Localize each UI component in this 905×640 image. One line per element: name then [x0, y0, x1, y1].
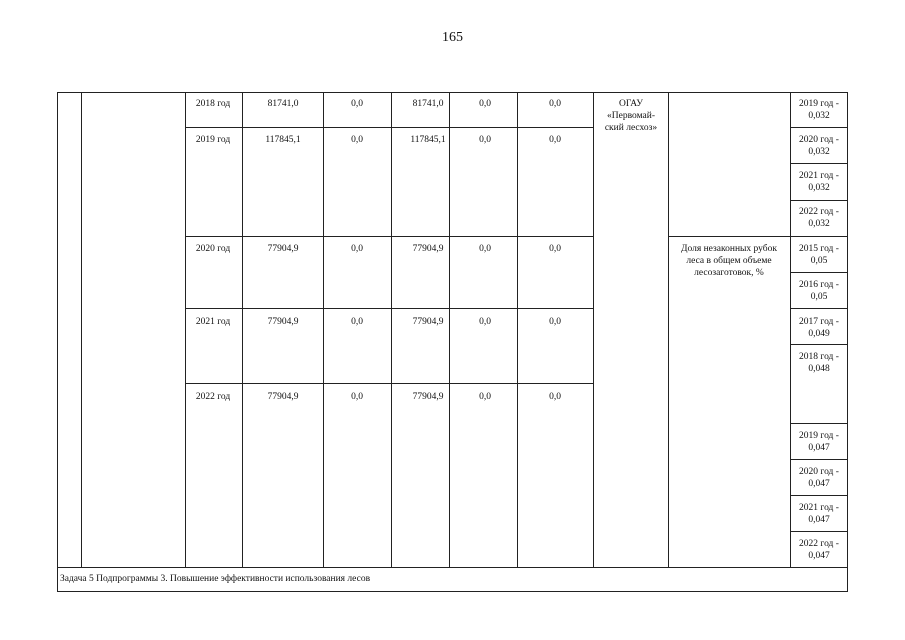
target-year: 2022 год - — [799, 207, 839, 217]
target-cell — [790, 538, 848, 562]
target-value: 0,032 — [808, 219, 830, 229]
row-divider — [185, 127, 593, 128]
row-divider — [790, 308, 848, 309]
row-divider — [790, 459, 848, 460]
target-year: 2022 год - — [799, 539, 839, 549]
value-cell: 0,0 — [549, 99, 561, 109]
executor-cell — [597, 98, 665, 134]
value-cell: 117845,1 — [410, 135, 446, 145]
target-year: 2019 год - — [799, 431, 839, 441]
target-cell — [790, 502, 848, 526]
value-cell: 0,0 — [479, 135, 491, 145]
value-cell: 77904,9 — [412, 244, 444, 254]
target-year: 2016 год - — [799, 280, 839, 290]
target-cell — [790, 243, 848, 267]
year-cell: 2020 год — [195, 244, 231, 254]
row-divider — [790, 531, 848, 532]
year-cell: 2021 год — [195, 317, 231, 327]
executor-line: «Первомай- — [607, 111, 655, 121]
executor-line: ОГАУ — [618, 99, 644, 109]
value-cell: 77904,9 — [412, 317, 444, 327]
table-border-top — [57, 92, 848, 93]
target-value: 0,032 — [808, 147, 830, 157]
target-value: 0,05 — [810, 292, 828, 302]
target-cell — [790, 351, 848, 375]
value-cell: 0,0 — [351, 317, 363, 327]
executor-line: ский лесхоз» — [604, 123, 658, 133]
target-year: 2020 год - — [799, 135, 839, 145]
indicator-line: лесозаготовок, % — [694, 268, 764, 278]
target-cell — [790, 430, 848, 454]
row-divider — [668, 236, 790, 237]
row-divider — [57, 567, 848, 568]
target-value: 0,047 — [808, 515, 830, 525]
target-year: 2018 год - — [799, 352, 839, 362]
value-cell: 0,0 — [549, 392, 561, 402]
year-cell: 2019 год — [195, 135, 231, 145]
document-table — [57, 92, 848, 592]
value-cell: 0,0 — [351, 244, 363, 254]
value-cell: 0,0 — [549, 317, 561, 327]
table-border-bottom — [57, 591, 848, 592]
value-cell: 0,0 — [479, 317, 491, 327]
target-value: 0,05 — [810, 256, 828, 266]
row-divider — [790, 495, 848, 496]
row-divider — [790, 344, 848, 345]
table-border-left — [57, 92, 58, 592]
page-number: 165 — [442, 30, 463, 45]
value-cell: 77904,9 — [412, 392, 444, 402]
col-divider — [517, 92, 518, 567]
row-divider — [790, 423, 848, 424]
col-divider — [185, 92, 186, 567]
row-divider — [790, 163, 848, 164]
indicator-line: леса в общем объеме — [686, 256, 772, 266]
target-cell — [790, 134, 848, 158]
year-cell: 2022 год — [195, 392, 231, 402]
target-value: 0,049 — [808, 329, 830, 339]
target-value: 0,047 — [808, 443, 830, 453]
target-value: 0,047 — [808, 479, 830, 489]
value-cell: 0,0 — [479, 392, 491, 402]
row-divider — [790, 200, 848, 201]
col-divider — [593, 92, 594, 567]
total-cell: 117845,1 — [265, 135, 301, 145]
target-cell — [790, 170, 848, 194]
total-cell: 81741,0 — [267, 99, 299, 109]
row-divider — [790, 236, 848, 237]
target-year: 2021 год - — [799, 171, 839, 181]
target-cell — [790, 206, 848, 230]
col-divider — [449, 92, 450, 567]
target-year: 2017 год - — [799, 317, 839, 327]
value-cell: 81741,0 — [412, 99, 444, 109]
col-divider — [668, 92, 669, 567]
row-divider — [185, 236, 593, 237]
value-cell: 0,0 — [549, 135, 561, 145]
target-year: 2015 год - — [799, 244, 839, 254]
value-cell: 0,0 — [479, 99, 491, 109]
target-value: 0,032 — [808, 111, 830, 121]
total-cell: 77904,9 — [267, 244, 299, 254]
task-caption: Задача 5 Подпрограммы 3. Повышение эффективности использования лесов — [60, 574, 371, 584]
total-cell: 77904,9 — [267, 317, 299, 327]
year-cell: 2018 год — [195, 99, 231, 109]
target-cell — [790, 466, 848, 490]
row-divider — [790, 272, 848, 273]
value-cell: 0,0 — [351, 392, 363, 402]
value-cell: 0,0 — [479, 244, 491, 254]
col-divider — [81, 92, 82, 567]
target-cell — [790, 98, 848, 122]
target-value: 0,032 — [808, 183, 830, 193]
target-year: 2021 год - — [799, 503, 839, 513]
row-divider — [790, 127, 848, 128]
row-divider — [185, 308, 593, 309]
row-divider — [185, 383, 593, 384]
target-cell — [790, 279, 848, 303]
target-year: 2020 год - — [799, 467, 839, 477]
target-value: 0,048 — [808, 364, 830, 374]
col-divider — [323, 92, 324, 567]
total-cell: 77904,9 — [267, 392, 299, 402]
indicator-line: Доля незаконных рубок — [681, 244, 777, 254]
value-cell: 0,0 — [549, 244, 561, 254]
value-cell: 0,0 — [351, 135, 363, 145]
col-divider — [391, 92, 392, 567]
value-cell: 0,0 — [351, 99, 363, 109]
target-value: 0,047 — [808, 551, 830, 561]
col-divider — [242, 92, 243, 567]
target-year: 2019 год - — [799, 99, 839, 109]
indicator-cell — [669, 243, 789, 279]
target-cell — [790, 316, 848, 340]
